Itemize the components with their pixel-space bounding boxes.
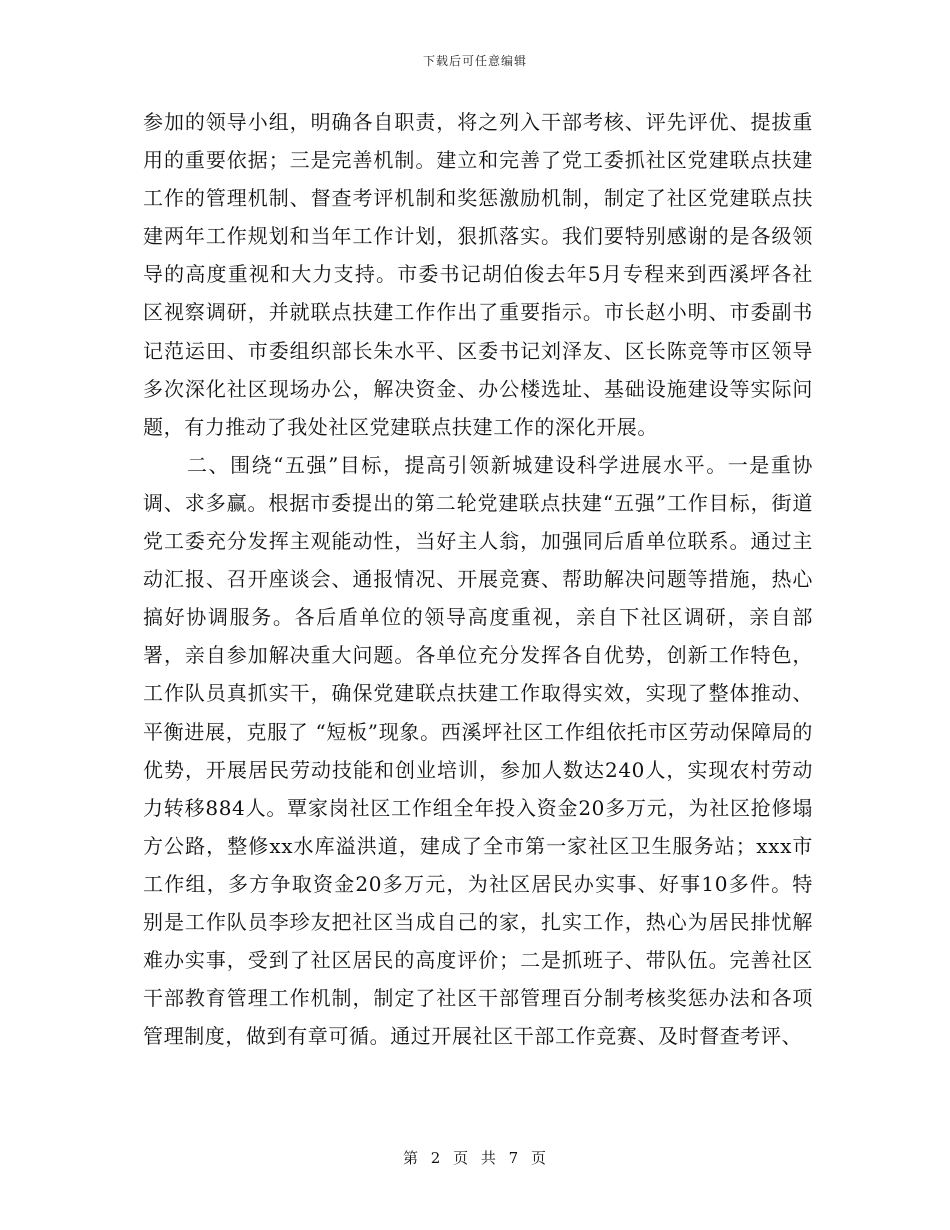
paragraph-section-two: 二、围绕“五强”目标，提高引领新城建设科学进展水平。一是重协调、求多赢。根据市委提出的第二轮党建联点扶建“五强”工作目标，街道党工委充分发挥主观能动性，当好主人翁，加强同后盾单位联系。通过主动汇报、召开座谈会、通报情况、开展竞赛、帮助解决问题等措施，热心搞好协调服务。各后盾单位的领导高度重视，亲自下社区调研，亲自部署，亲自参加解决重大问题。各单位充分发挥各自优势，创新工作特色，工作队员真抓实干，确保党建联点扶建工作取得实效，实现了整体推动、平衡进展，克服了 “短板”现象。西溪坪社区工作组依托市区劳动保障局的优势，开展居民劳动技能和创业培训，参加人数达240人，实现农村劳动力转移884人。覃家岗社区工作组全年投入资金20多万元，为社区抢修塌方公路，整修xx水库溢洪道，建成了全市第一家社区卫生服务站；xxx市工作组，多方争取资金20多万元，为社区居民办实事、好事10多件。特别是工作队员李珍友把社区当成自己的家，扎实工作，热心为居民排忧解难办实事，受到了社区居民的高度评价；二是抓班子、带队伍。完善社区干部教育管理工作机制，制定了社区干部管理百分制考核奖惩办法和各项管理制度，做到有章可循。通过开展社区干部工作竞赛、及时督查考评、 xyxy=(143,452,813,1049)
document-body xyxy=(143,103,813,1055)
page-footer: 第 2 页 共 7 页 xyxy=(403,1149,547,1167)
paragraph-continued: 参加的领导小组，明确各自职责，将之列入干部考核、评先评优、提拔重用的重要依据；三是完善机制。建立和完善了党工委抓社区党建联点扶建工作的管理机制、督查考评机制和奖惩激励机制，制定了社区党建联点扶建两年工作规划和当年工作计划，狠抓落实。我们要特别感谢的是各级领导的高度重视和大力支持。市委书记胡伯俊去年5月专程来到西溪坪各社区视察调研，并就联点扶建工作作出了重要指示。市长赵小明、市委副书记范运田、市委组织部长朱水平、区委书记刘泽友、区长陈竞等市区领导多次深化社区现场办公，解决资金、办公楼选址、基础设施建设等实际问题，有力推动了我处社区党建联点扶建工作的深化开展。 xyxy=(143,110,813,439)
page-header: 下载后可任意编辑 xyxy=(422,54,527,68)
